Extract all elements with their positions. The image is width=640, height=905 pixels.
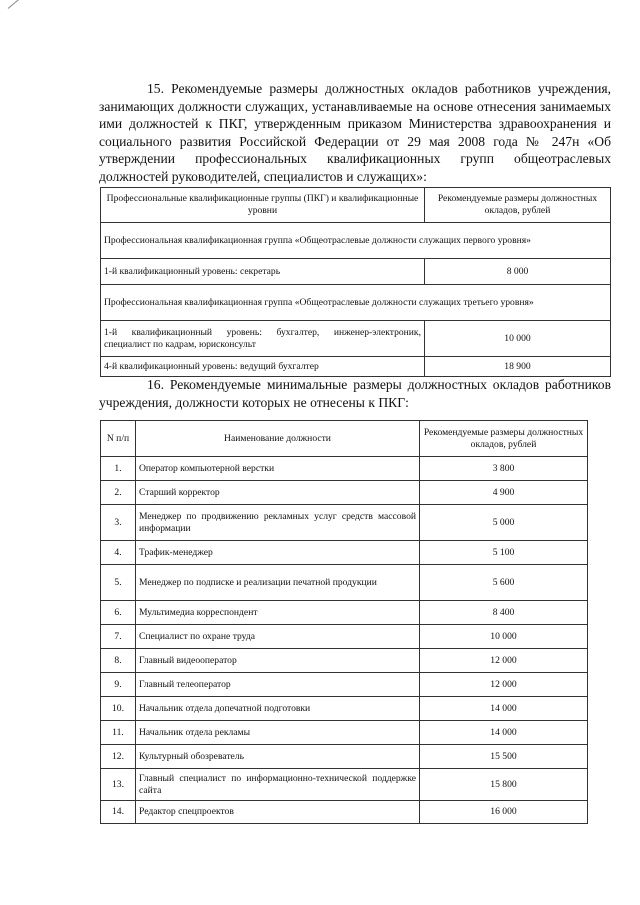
salary-value: 5 000 xyxy=(420,505,588,541)
position-name: Начальник отдела рекламы xyxy=(136,721,420,745)
salary-value: 5 100 xyxy=(420,541,588,565)
row-number: 1. xyxy=(101,457,136,481)
table-row xyxy=(101,801,588,824)
level-label: 1-й квалификационный уровень: секретарь xyxy=(101,259,425,285)
salary-value: 5 600 xyxy=(420,565,588,601)
position-name: Менеджер по подписке и реализации печатной продукции xyxy=(136,565,420,601)
section-16-text: 16. Рекомендуемые минимальные размеры должностных окладов работников учреждения, должности которых не отнесены к ПКГ: xyxy=(99,377,611,410)
row-number: 3. xyxy=(101,505,136,541)
table-row xyxy=(101,321,611,357)
section-15-text: 15. Рекомендуемые размеры должностных окладов работников учреждения, занимающих должности служащих, устанавливаемые на основе отнесения занимаемых ими должностей к ПКГ, утвержденным приказом Министерства здравоохранения и социального развития Российской Федерации от 29 мая 2008 года № 247н «Об утверждении профессиональных квалификационных групп общеотраслевых должностей руководителей, специалистов и служащих»: xyxy=(99,81,611,184)
row-number: 7. xyxy=(101,625,136,649)
table-row xyxy=(101,721,588,745)
pkg-salary-table xyxy=(100,187,611,377)
position-name: Менеджер по продвижению рекламных услуг средств массовой информации xyxy=(136,505,420,541)
salary-value: 14 000 xyxy=(420,697,588,721)
table-row xyxy=(101,625,588,649)
position-name: Старший корректор xyxy=(136,481,420,505)
salary-value: 16 000 xyxy=(420,801,588,824)
position-name: Мультимедиа корреспондент xyxy=(136,601,420,625)
table-row xyxy=(101,541,588,565)
table-row xyxy=(101,601,588,625)
salary-value: 4 900 xyxy=(420,481,588,505)
table-row xyxy=(101,673,588,697)
table-row xyxy=(101,457,588,481)
position-name: Трафик-менеджер xyxy=(136,541,420,565)
position-name: Оператор компьютерной верстки xyxy=(136,457,420,481)
section-16-paragraph xyxy=(99,376,611,411)
header-position: Наименование должности xyxy=(136,421,420,457)
row-number: 13. xyxy=(101,769,136,801)
group-label: Профессиональная квалификационная группа «Общеотраслевые должности служащих первого уровня» xyxy=(101,223,611,259)
table-group-row xyxy=(101,223,611,259)
row-number: 4. xyxy=(101,541,136,565)
header-number: N п/п xyxy=(101,421,136,457)
row-number: 9. xyxy=(101,673,136,697)
table-row xyxy=(101,697,588,721)
level-label: 1-й квалификационный уровень: бухгалтер, инженер-электроник, специалист по кадрам, юрисконсульт xyxy=(101,321,425,357)
position-name: Главный видеооператор xyxy=(136,649,420,673)
salary-value: 18 900 xyxy=(425,357,611,377)
row-number: 5. xyxy=(101,565,136,601)
salary-value: 12 000 xyxy=(420,649,588,673)
header-salary: Рекомендуемые размеры должностных окладов, рублей xyxy=(425,188,611,223)
table-row xyxy=(101,649,588,673)
section-15-paragraph xyxy=(99,80,611,186)
salary-value: 14 000 xyxy=(420,721,588,745)
level-label: 4-й квалификационный уровень: ведущий бухгалтер xyxy=(101,357,425,377)
salary-value: 10 000 xyxy=(425,321,611,357)
position-name: Главный специалист по информационно-технической поддержке сайта xyxy=(136,769,420,801)
table-row xyxy=(101,259,611,285)
table-row xyxy=(101,505,588,541)
header-salary: Рекомендуемые размеры должностных окладов, рублей xyxy=(420,421,588,457)
scan-mark xyxy=(8,0,21,9)
table-header-row xyxy=(101,421,588,457)
salary-value: 15 500 xyxy=(420,745,588,769)
row-number: 11. xyxy=(101,721,136,745)
row-number: 12. xyxy=(101,745,136,769)
row-number: 14. xyxy=(101,801,136,824)
table-row xyxy=(101,481,588,505)
position-name: Главный телеоператор xyxy=(136,673,420,697)
header-groups: Профессиональные квалификационные группы (ПКГ) и квалификационные уровни xyxy=(101,188,425,223)
position-name: Культурный обозреватель xyxy=(136,745,420,769)
non-pkg-salary-table xyxy=(100,420,588,824)
position-name: Начальник отдела допечатной подготовки xyxy=(136,697,420,721)
table-header-row xyxy=(101,188,611,223)
table-row xyxy=(101,769,588,801)
table-row xyxy=(101,565,588,601)
salary-value: 3 800 xyxy=(420,457,588,481)
position-name: Специалист по охране труда xyxy=(136,625,420,649)
salary-value: 12 000 xyxy=(420,673,588,697)
salary-value: 8 000 xyxy=(425,259,611,285)
salary-value: 15 800 xyxy=(420,769,588,801)
position-name: Редактор спецпроектов xyxy=(136,801,420,824)
row-number: 8. xyxy=(101,649,136,673)
salary-value: 8 400 xyxy=(420,601,588,625)
row-number: 6. xyxy=(101,601,136,625)
row-number: 2. xyxy=(101,481,136,505)
table-row xyxy=(101,745,588,769)
table-row xyxy=(101,357,611,377)
row-number: 10. xyxy=(101,697,136,721)
group-label: Профессиональная квалификационная группа «Общеотраслевые должности служащих третьего уровня» xyxy=(101,285,611,321)
salary-value: 10 000 xyxy=(420,625,588,649)
table-group-row xyxy=(101,285,611,321)
